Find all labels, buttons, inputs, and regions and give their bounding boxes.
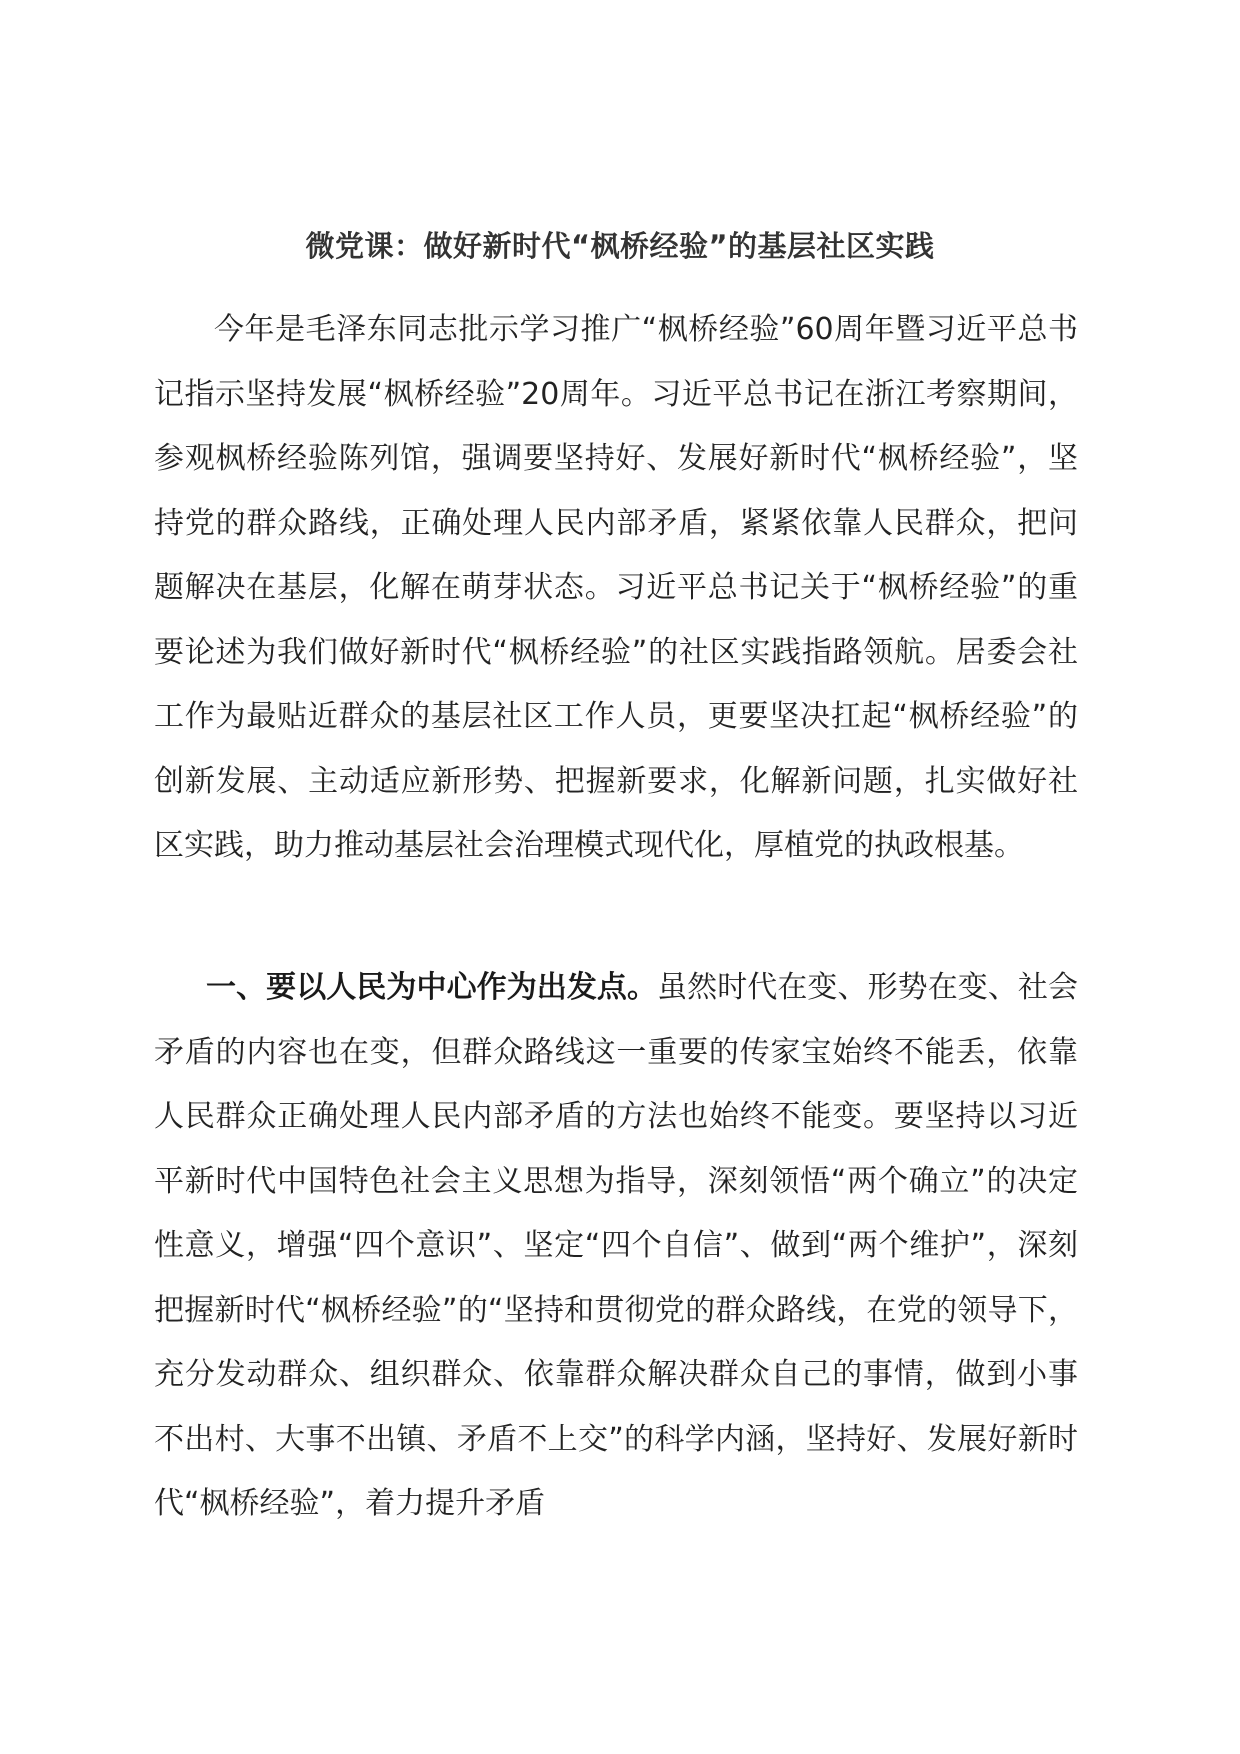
section-one-paragraph: [154, 956, 1078, 1537]
section-one-text: 虽然时代在变、形势在变、社会矛盾的内容也在变，但群众路线这一重要的传家宝始终不能丢，依靠人民群众正确处理人民内部矛盾的方法也始终不能变。要坚持以习近平新时代中国特色社会主义思想为指导，深刻领悟“两个确立”的决定性意义，增强“四个意识”、坚定“四个自信”、做到“两个维护”，深刻把握新时代“枫桥经验”的“坚持和贯彻党的群众路线，在党的领导下，充分发动群众、组织群众、依靠群众解决群众自己的事情，做到小事不出村、大事不出镇、矛盾不上交”的科学内涵，坚持好、发展好新时代“枫桥经验”，着力提升矛盾: [154, 970, 1079, 1521]
section-one-heading: 一、要以人民为中心作为出发点。: [206, 970, 658, 1005]
document-title: 微党课：做好新时代“枫桥经验”的基层社区实践: [305, 229, 935, 263]
intro-paragraph: 今年是毛泽东同志批示学习推广“枫桥经验”60周年暨习近平总书记指示坚持发展“枫桥经验”20周年。习近平总书记在浙江考察期间，参观枫桥经验陈列馆，强调要坚持好、发展好新时代“枫桥经验”，坚持党的群众路线，正确处理人民内部矛盾，紧紧依靠人民群众，把问题解决在基层，化解在萌芽状态。习近平总书记关于“枫桥经验”的重要论述为我们做好新时代“枫桥经验”的社区实践指路领航。居委会社工作为最贴近群众的基层社区工作人员，更要坚决扛起“枫桥经验”的创新发展、主动适应新形势、把握新要求，化解新问题，扎实做好社区实践，助力推动基层社会治理模式现代化，厚植党的执政根基。: [154, 312, 1078, 863]
